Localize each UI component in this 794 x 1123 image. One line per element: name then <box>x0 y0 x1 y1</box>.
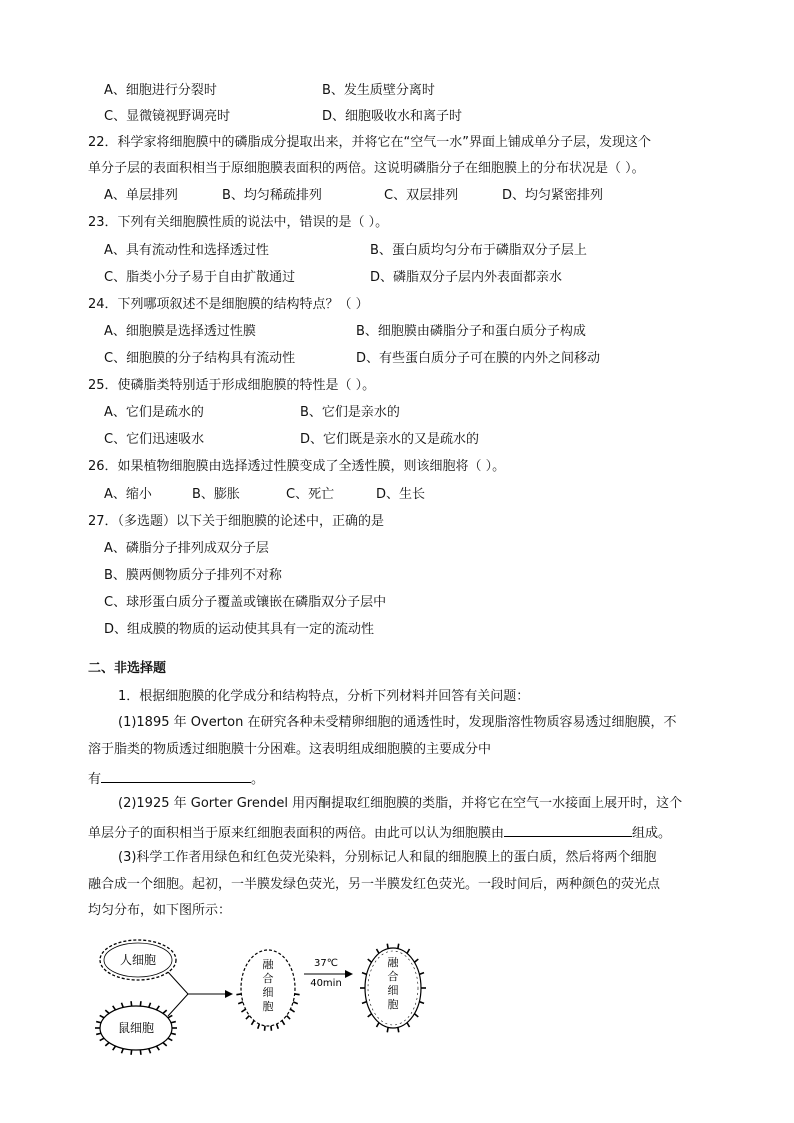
membrane-spike <box>149 1049 151 1054</box>
q23-option-c: C、脂类小分子易于自由扩散通过 <box>104 270 296 285</box>
membrane-spike <box>236 994 241 995</box>
q27-option-b: B、膜两侧物质分子排列不对称 <box>104 568 282 583</box>
q26-option-c: C、死亡 <box>286 487 335 502</box>
membrane-spike <box>271 1026 272 1031</box>
time-label: 40min <box>310 978 342 989</box>
membrane-spike <box>113 1006 116 1010</box>
q26-option-d: D、生长 <box>376 487 426 502</box>
q22-option-b: B、均匀稀疏排列 <box>222 188 322 203</box>
q25-option-c: C、它们迅速吸水 <box>104 432 205 447</box>
membrane-spike <box>121 1049 123 1054</box>
q27-option-a: A、磷脂分子排列成双分子层 <box>104 541 269 556</box>
para3-line3: 均匀分布，如下图所示： <box>88 903 232 918</box>
membrane-spike <box>171 1022 176 1023</box>
membrane-spike <box>246 1016 249 1020</box>
membrane-spike <box>414 1014 418 1017</box>
membrane-spike <box>277 1024 279 1029</box>
q23-option-a: A、具有流动性和选择透过性 <box>104 243 269 258</box>
q23-option-b: B、蛋白质均匀分布于磷脂双分子层上 <box>370 243 587 258</box>
cell-fusion-figure <box>88 930 448 1070</box>
human-cell <box>100 940 176 980</box>
para3-line2: 融合成一个细胞。起初，一半膜发绿色荧光，另一半膜发红色荧光。一段时间后，两种颜色的荧光点 <box>88 877 661 892</box>
q25-option-a: A、它们是疏水的 <box>104 405 204 420</box>
membrane-spike <box>362 1002 367 1004</box>
mouse-cell <box>95 1001 177 1055</box>
membrane-spike <box>171 1033 176 1034</box>
membrane-spike <box>387 944 388 949</box>
q24-stem: 24．下列哪项叙述不是细胞膜的结构特点？（ ） <box>88 297 369 312</box>
membrane-spike <box>377 1023 380 1027</box>
membrane-spike <box>251 1021 254 1025</box>
membrane-spike <box>293 1002 298 1004</box>
fused2-char-3: 细 <box>387 984 399 997</box>
membrane-spike <box>295 994 300 995</box>
membrane-spike <box>131 1050 132 1055</box>
fused1-char-4: 胞 <box>262 1000 274 1013</box>
membrane-spike <box>140 1001 141 1006</box>
membrane-spike <box>414 959 418 962</box>
q22-option-c: C、双层排列 <box>384 188 459 203</box>
membrane-spike <box>377 949 380 953</box>
membrane-spike <box>419 1002 424 1004</box>
fused1-char-2: 合 <box>262 972 274 985</box>
q23-stem: 23．下列有关细胞膜性质的说法中，错误的是（ ）。 <box>88 215 389 230</box>
membrane-spike <box>407 1023 410 1027</box>
membrane-spike <box>100 1038 104 1040</box>
q22-option-a: A、单层排列 <box>104 188 178 203</box>
fused1-char-1: 融 <box>262 958 274 971</box>
human-cell-label: 人细胞 <box>119 953 157 967</box>
membrane-spike <box>398 944 399 949</box>
membrane-spike <box>368 959 372 962</box>
q22-option-d: D、均匀紧密排列 <box>502 188 604 203</box>
fused2-char-4: 胞 <box>387 998 399 1011</box>
temperature-label: 37℃ <box>314 958 338 969</box>
membrane-spike <box>96 1033 101 1034</box>
membrane-spike <box>140 1050 141 1055</box>
membrane-spike <box>419 973 424 975</box>
fused-cell-initial <box>236 950 299 1031</box>
q25-option-d: D、它们既是亲水的又是疏水的 <box>300 432 480 447</box>
para1-suffix: 。 <box>251 772 265 787</box>
para1-line2: 溶于脂类的物质透过细胞膜十分困难。这表明组成细胞膜的主要成分中 <box>88 742 492 757</box>
q25-option-b: B、它们是亲水的 <box>300 405 400 420</box>
membrane-spike <box>241 1009 245 1012</box>
membrane-spike <box>105 1043 109 1046</box>
fused2-char-1: 融 <box>387 956 399 969</box>
q24-option-b: B、细胞膜由磷脂分子和蛋白质分子构成 <box>356 324 586 339</box>
q26-option-b: B、膨胀 <box>192 487 240 502</box>
membrane-spike <box>163 1010 167 1013</box>
q27-option-c: C、球形蛋白质分子覆盖或镶嵌在磷脂双分子层中 <box>104 595 387 610</box>
q27-stem: 27．（多选题）以下关于细胞膜的论述中，正确的是 <box>88 514 385 529</box>
answer-blank-1[interactable] <box>101 768 251 783</box>
membrane-spike <box>282 1021 285 1025</box>
q26-stem: 26．如果植物细胞膜由选择透过性膜变成了全透性膜，则该细胞将（ ）。 <box>88 459 506 474</box>
section-heading: 二、非选择题 <box>88 661 167 676</box>
para2-suffix: 组成。 <box>632 826 672 841</box>
q22-stem-line1: 22．科学家将细胞膜中的磷脂成分提取出来，并将它在“空气一水”界面上铺成单分子层，发现这个 <box>88 135 652 150</box>
converge-line-top <box>168 972 188 994</box>
para1-prefix: 有 <box>88 772 102 787</box>
membrane-spike <box>362 973 367 975</box>
para2-line1: (2)1925 年 Gorter Grendel 用丙酮提取红细胞膜的类脂，并将它在空气一水接面上展开时，这个 <box>118 796 683 811</box>
membrane-spike <box>131 1001 132 1006</box>
q27-option-d: D、组成膜的物质的运动使其具有一定的流动性 <box>104 622 375 637</box>
section-intro: 1．根据细胞膜的化学成分和结构特点，分析下列材料并回答有关问题： <box>118 689 530 704</box>
q25-stem: 25．使磷脂类特别适于形成细胞膜的特性是（ ）。 <box>88 378 376 393</box>
membrane-spike <box>121 1003 123 1008</box>
q22-stem-line2: 单分子层的表面积相当于原细胞膜表面积的两倍。这说明磷脂分子在细胞膜上的分布状况是（ ）。 <box>88 161 645 176</box>
q23-option-d: D、磷脂双分子层内外表面都亲水 <box>370 270 563 285</box>
membrane-spike <box>407 949 410 953</box>
mouse-cell-label: 鼠细胞 <box>117 1021 155 1035</box>
para3-line1: (3)科学工作者用绿色和红色荧光染料，分别标记人和鼠的细胞膜上的蛋白质，然后将两个细胞 <box>118 850 657 865</box>
q21-option-b: B、发生质壁分离时 <box>322 83 435 98</box>
membrane-spike <box>398 1027 399 1032</box>
q24-option-a: A、细胞膜是选择透过性膜 <box>104 324 256 339</box>
membrane-spike <box>290 1009 294 1012</box>
membrane-spike <box>100 1015 104 1017</box>
membrane-spike <box>287 1016 290 1020</box>
para1-line1: (1)1895 年 Overton 在研究各种未受精卵细胞的通透性时，发现脂溶性物质容易透过细胞膜，不 <box>118 715 677 730</box>
membrane-spike <box>387 1027 388 1032</box>
para2-prefix: 单层分子的面积相当于原来红细胞表面积的两倍。由此可以认为细胞膜由 <box>88 826 505 841</box>
q24-option-d: D、有些蛋白质分子可在膜的内外之间移动 <box>356 351 601 366</box>
membrane-spike <box>105 1010 109 1013</box>
membrane-spike <box>258 1024 260 1029</box>
membrane-spike <box>265 1026 266 1031</box>
membrane-spike <box>156 1046 159 1050</box>
membrane-spike <box>238 1002 243 1004</box>
para1-line3 <box>88 768 264 789</box>
q21-option-d: D、细胞吸收水和离子时 <box>322 109 463 124</box>
q21-option-a: A、细胞进行分裂时 <box>104 83 217 98</box>
membrane-spike <box>168 1038 172 1040</box>
membrane-spike <box>163 1043 167 1046</box>
fused2-char-2: 合 <box>387 970 399 983</box>
membrane-spike <box>156 1006 159 1010</box>
q26-option-a: A、缩小 <box>104 487 152 502</box>
membrane-spike <box>149 1003 151 1008</box>
answer-blank-2[interactable] <box>504 822 632 837</box>
q24-option-c: C、细胞膜的分子结构具有流动性 <box>104 351 296 366</box>
fused-cell-final <box>360 944 426 1033</box>
q21-option-c: C、显微镜视野调亮时 <box>104 109 231 124</box>
para2-line2 <box>88 822 671 843</box>
membrane-spike <box>368 1014 372 1017</box>
fused1-char-3: 细 <box>262 986 274 999</box>
converge-line-bottom <box>168 994 188 1016</box>
membrane-spike <box>96 1022 101 1023</box>
membrane-spike <box>113 1046 116 1050</box>
